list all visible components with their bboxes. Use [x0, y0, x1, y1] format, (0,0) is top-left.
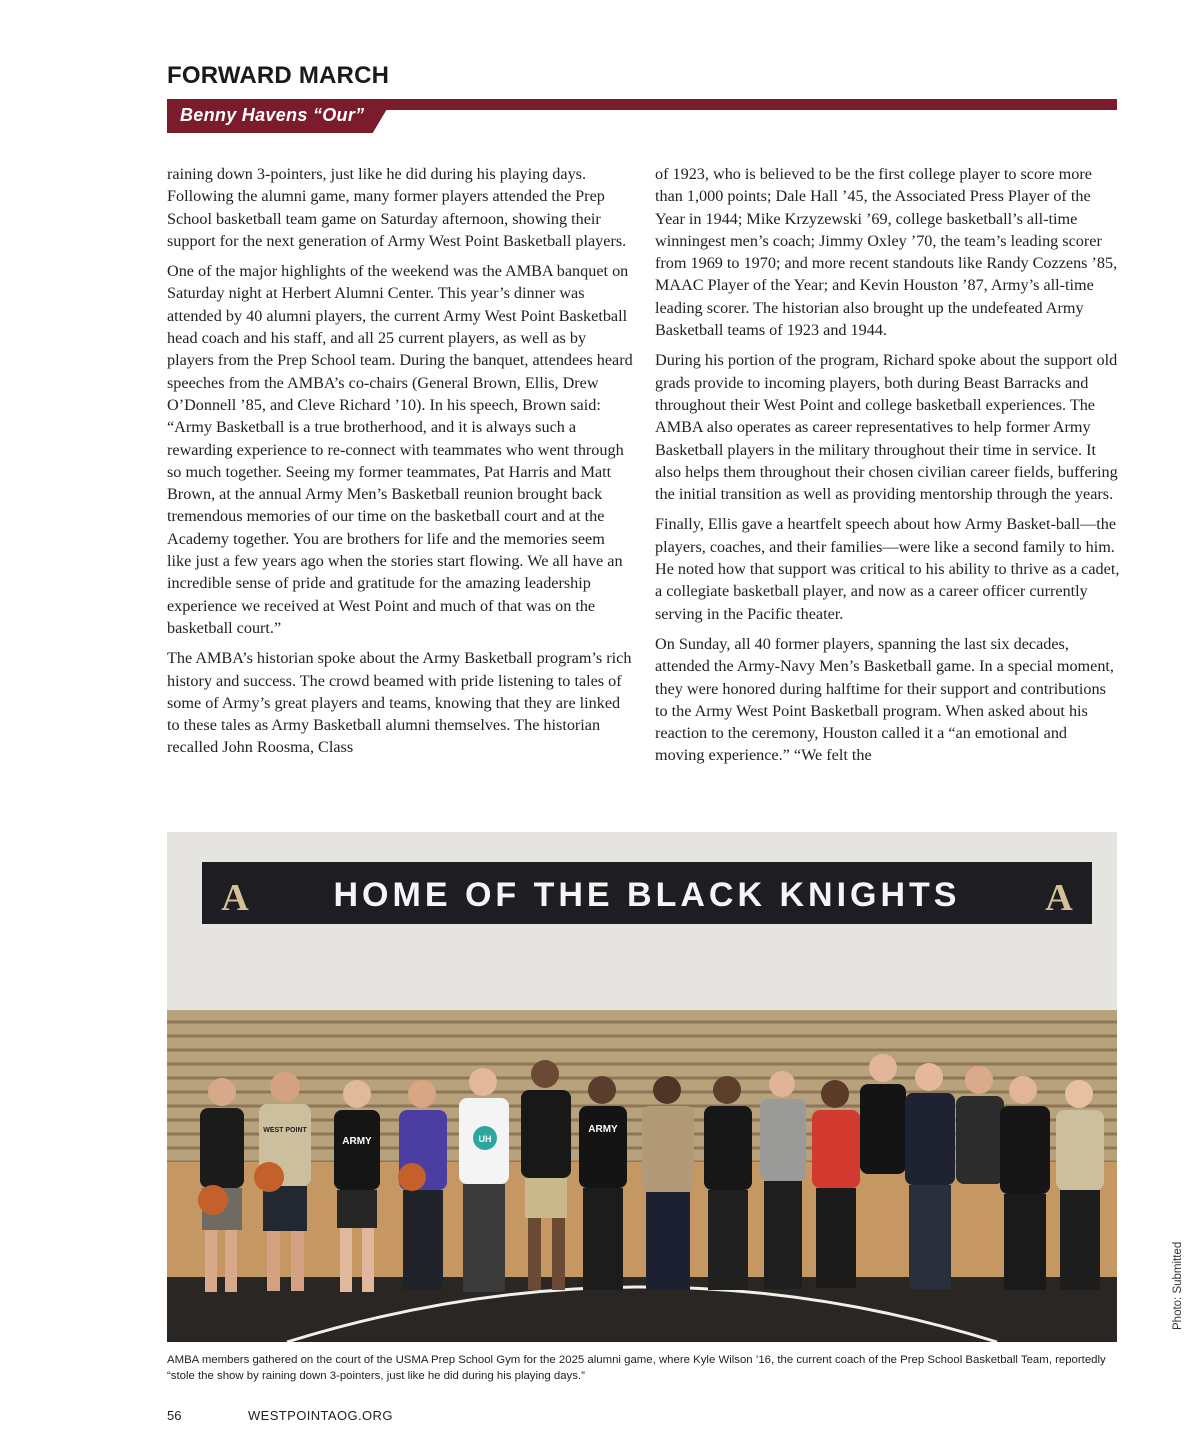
- photo-caption: AMBA members gathered on the court of the USMA Prep School Gym for the 2025 alumni game, where Kyle Wilson ’16, the current coach of the Prep School Basketball Team, reportedly “stole the show by raining down 3-pointers, just like he did during his playing days.”: [167, 1354, 1106, 1382]
- shirt-army-text: ARMY: [588, 1124, 618, 1135]
- paragraph: During his portion of the program, Richard spoke about the support old grads provide to incoming players, both during Beast Barracks and throughout their West Point and college basketball experiences. The AMBA also operates as career representatives to help former Army Basketball players in the military throughout their time in service. It also helps them throughout their chosen civilian career fields, buffering the initial transition as well as providing mentorship through the years.: [655, 351, 1118, 504]
- shirt-uh-text: UH: [478, 1134, 492, 1144]
- shirt-westpoint-text: WEST POINT: [263, 1127, 307, 1134]
- army-logo-left: A: [221, 877, 249, 919]
- page-number: 56: [167, 1408, 182, 1423]
- footer-site-link[interactable]: WESTPOINTAOG.ORG: [248, 1408, 393, 1423]
- paragraph: of 1923, who is believed to be the first college player to score more than 1,000 points; Dale Hall ’45, the Associated Press Player of the Year in 1944; Mike Krzyzewski ’69, college basketball’s all-time winningest men’s coach; Jimmy Oxley ’70, the team’s leading scorer from 1969 to 1970; and more recent standouts like Randy Cozzens ’85, MAAC Player of the Year; and Kevin Houston ’87, Army’s all-time leading scorer. The historian also brought up the undefeated Army Basketball teams of 1923 and 1944.: [655, 165, 1118, 340]
- paragraph: On Sunday, all 40 former players, spanning the last six decades, attended the Army-Navy Men’s Basketball game. In a special moment, they were honored during halftime for their support and contributions to the Army West Point Basketball program. When asked about his reaction to the ceremony, Houston called it a “an emotional and moving experience.” “We felt the: [655, 634, 1114, 765]
- team-photo: [167, 832, 1117, 1342]
- article-column-left: [167, 163, 633, 767]
- photo-credit: Photo: Submitted: [1172, 1241, 1184, 1330]
- paragraph: raining down 3-pointers, just like he did during his playing days. Following the alumni game, many former players attended the Prep School basketball team game on Saturday afternoon, showing their support for the next generation of Army West Point Basketball players.: [167, 165, 627, 250]
- paragraph: Finally, Ellis gave a heartfelt speech about how Army Basket-ball—the players, coaches, and their families—were like a second family to him. He noted how that support was critical to his ability to thrive as a cadet, a collegiate basketball player, and now as a career officer currently serving in the Pacific theater.: [655, 515, 1120, 623]
- black-knights-banner: [202, 862, 1092, 924]
- section-title: FORWARD MARCH: [167, 62, 390, 89]
- shirt-army-text: ARMY: [342, 1136, 372, 1147]
- paragraph: The AMBA’s historian spoke about the Army Basketball program’s rich history and success. The crowd beamed with pride listening to tales of some of Army’s great players and teams, knowing that they are linked to these tales as Army Basketball alumni themselves. The historian recalled John Roosma, Class: [167, 649, 632, 757]
- article-column-right: [655, 163, 1120, 775]
- army-logo-right: A: [1045, 877, 1073, 919]
- banner-text: HOME OF THE BLACK KNIGHTS: [333, 876, 961, 914]
- section-banner-label: Benny Havens “Our”: [180, 105, 365, 125]
- paragraph: One of the major highlights of the weekend was the AMBA banquet on Saturday night at Herbert Alumni Center. This year’s dinner was attended by 40 alumni players, the current Army West Point Basketball head coach and his staff, and all 25 current players, as well as by players from the Prep School team. During the banquet, attendees heard speeches from the AMBA’s co-chairs (General Brown, Ellis, Drew O’Donnell ’85, and Cleve Richard ’10). In his speech, Brown said: “Army Basketball is a true brotherhood, and it is always such a rewarding experience to re-connect with teammates who went through so much together. Seeing my former teammates, Pat Harris and Matt Brown, at the annual Army Men’s Basketball reunion brought back tremendous memories of our time on the basketball court and at the Academy together. You are brothers for life and the memories seem like just a few years ago when the stories start flowing. We all have an incredible sense of pride and gratitude for the amazing leadership experience we received at West Point and much of that was on the basketball court.”: [167, 262, 633, 637]
